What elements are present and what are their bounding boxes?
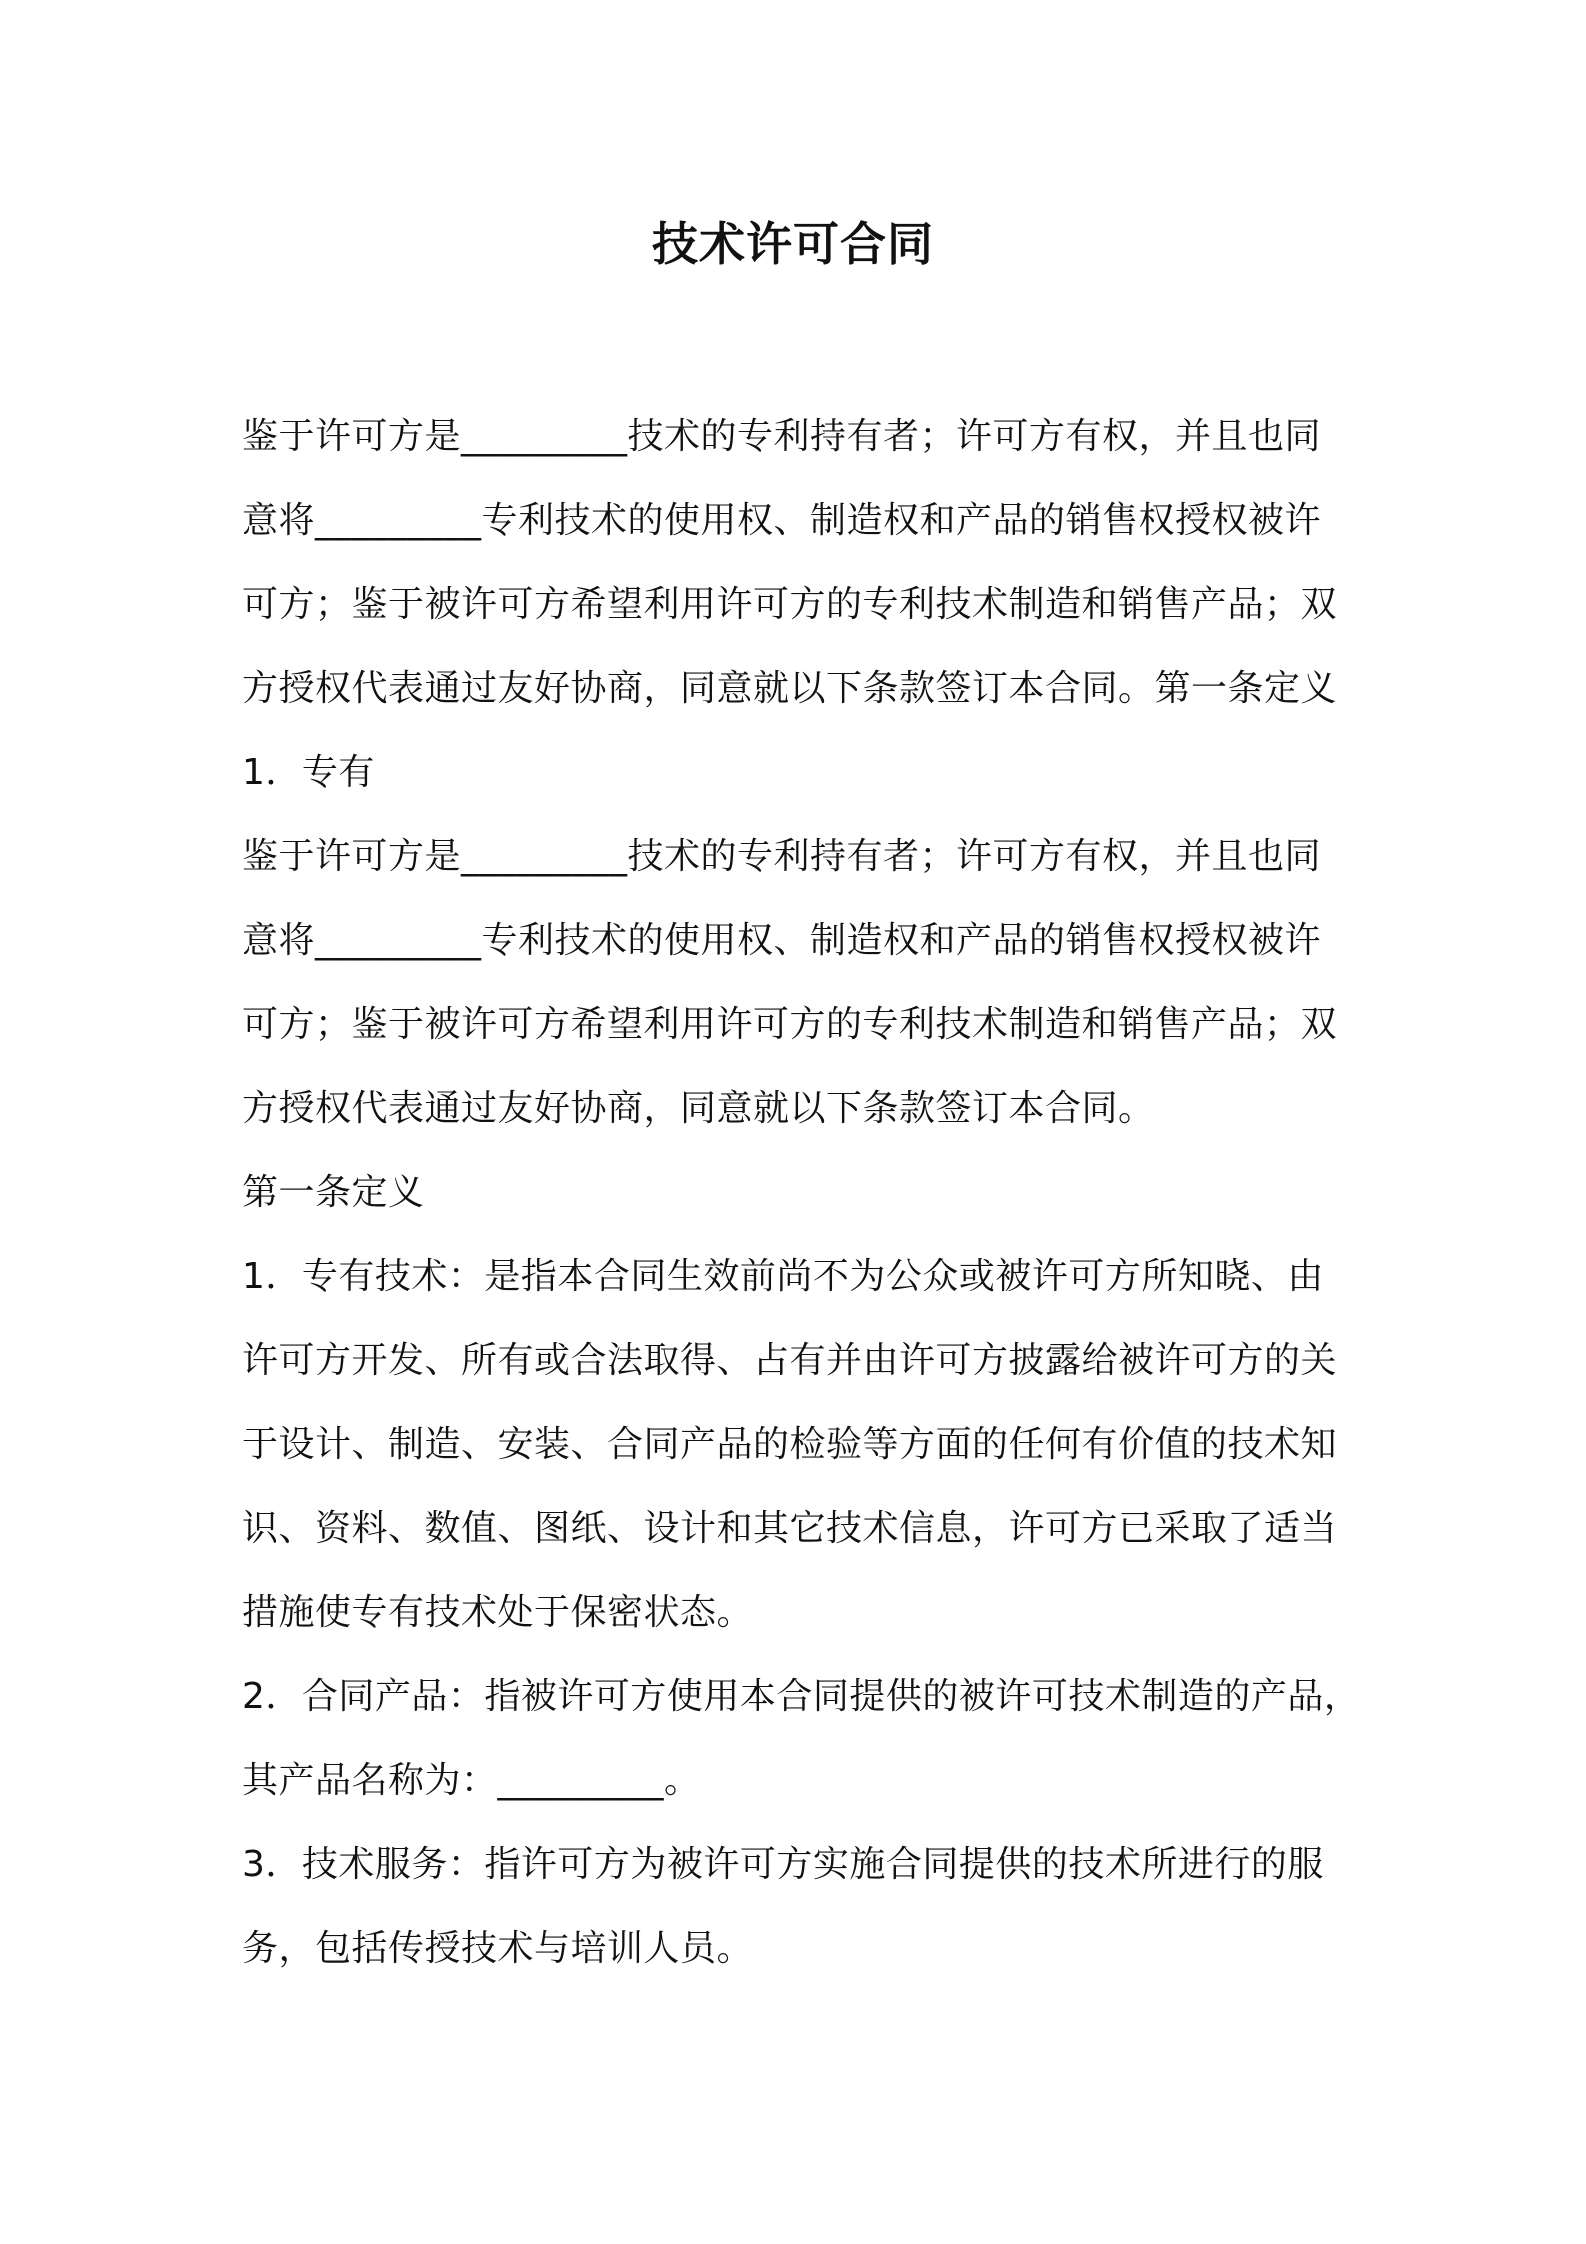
paragraph-line: 3．技术服务：指许可方为被许可方实施合同提供的技术所进行的服 <box>242 1844 1324 1885</box>
paragraph-line: 意将_________专利技术的使用权、制造权和产品的销售权授权被许 <box>242 500 1322 541</box>
paragraph-line: 于设计、制造、安装、合同产品的检验等方面的任何有价值的技术知 <box>242 1424 1338 1465</box>
paragraph-line: 1．专有 <box>242 752 375 793</box>
paragraph-line: 可方；鉴于被许可方希望利用许可方的专利技术制造和销售产品；双 <box>242 584 1338 625</box>
paragraph-line: 鉴于许可方是_________技术的专利持有者；许可方有权，并且也同 <box>242 416 1322 457</box>
paragraph-line: 识、资料、数值、图纸、设计和其它技术信息，许可方已采取了适当 <box>242 1508 1338 1549</box>
paragraph-line: 鉴于许可方是_________技术的专利持有者；许可方有权，并且也同 <box>242 836 1322 877</box>
paragraph-line: 务，包括传授技术与培训人员。 <box>242 1928 754 1969</box>
paragraph-line: 措施使专有技术处于保密状态。 <box>242 1592 754 1633</box>
paragraph-line: 其产品名称为：_________。 <box>242 1760 701 1801</box>
paragraph-line: 许可方开发、所有或合法取得、占有并由许可方披露给被许可方的关 <box>242 1340 1338 1381</box>
paragraph-line: 意将_________专利技术的使用权、制造权和产品的销售权授权被许 <box>242 920 1322 961</box>
paragraph-line: 方授权代表通过友好协商，同意就以下条款签订本合同。 <box>242 1088 1155 1129</box>
document-title: 技术许可合同 <box>652 217 934 271</box>
paragraph-line: 2．合同产品：指被许可方使用本合同提供的被许可技术制造的产品， <box>242 1676 1361 1717</box>
section-heading: 第一条定义 <box>242 1172 425 1213</box>
paragraph-line: 可方；鉴于被许可方希望利用许可方的专利技术制造和销售产品；双 <box>242 1004 1338 1045</box>
paragraph-line: 方授权代表通过友好协商，同意就以下条款签订本合同。第一条定义 <box>242 668 1338 709</box>
paragraph-line: 1．专有技术：是指本合同生效前尚不为公众或被许可方所知晓、由 <box>242 1256 1324 1297</box>
